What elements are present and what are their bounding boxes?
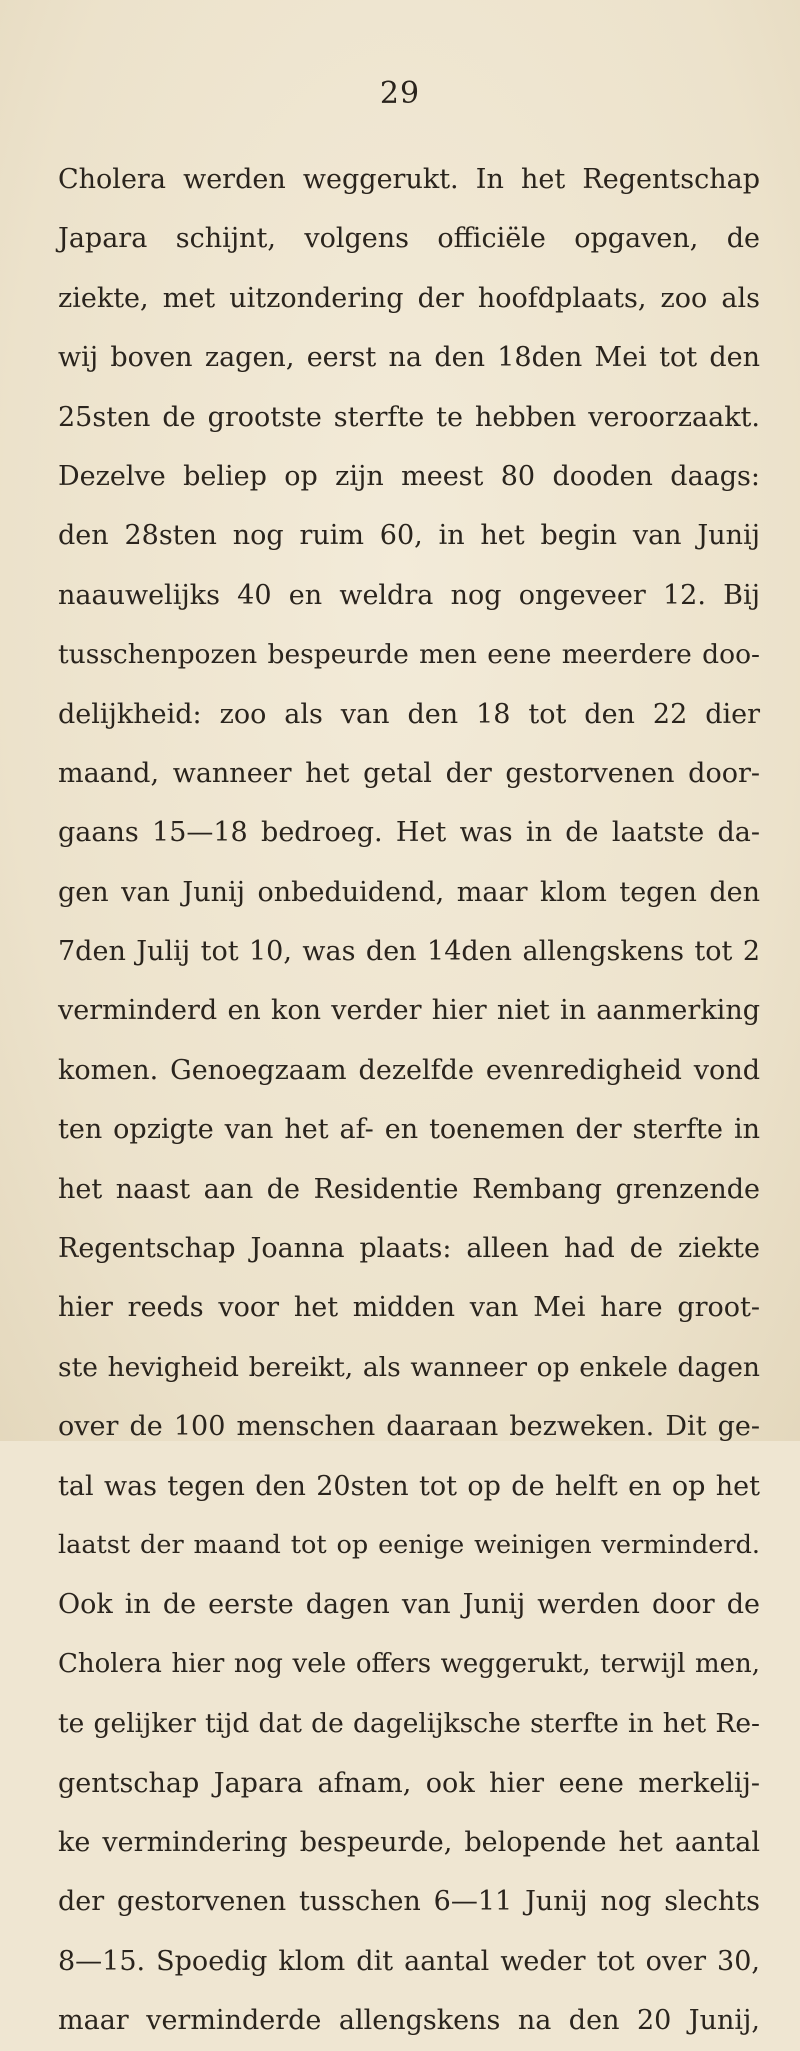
text-line: maand, wanneer het getal der gestorvenen door- [58,757,760,789]
text-line: der gestorvenen tusschen 6—11 Junij nog slechts [58,1886,760,1918]
text-line: ziekte, met uitzondering der hoofdplaats, zoo als [58,282,760,314]
text-line: het naast aan de Residentie Rembang grenzende [58,1173,760,1205]
text-line: ten opzigte van het af- en toenemen der sterfte in [58,1114,760,1146]
text-line: maar verminderde allengskens na den 20 Junij, [58,2005,760,2037]
text-line: hier reeds voor het midden van Mei hare groot- [58,1292,760,1324]
text-line: Japara schijnt, volgens officiële opgaven, de [58,223,760,255]
text-line: tal was tegen den 20sten tot op de helft en op het [58,1470,760,1502]
text-line: naauwelijks 40 en weldra nog ongeveer 12. Bij [58,579,760,611]
text-line: gentschap Japara afnam, ook hier eene merkelij- [58,1767,760,1799]
text-line: wij boven zagen, eerst na den 18den Mei tot den [58,342,760,374]
text-line: Regentschap Joanna plaats: alleen had de ziekte [58,1233,760,1265]
text-line: Cholera hier nog vele offers weggerukt, terwijl men, [58,1648,760,1679]
text-line: delijkheid: zoo als van den 18 tot den 22 dier [58,698,760,730]
text-line: te gelijker tijd dat de dagelijksche sterfte in het Re- [58,1708,760,1740]
text-line: komen. Genoegzaam dezelfde evenredigheid vond [58,1054,760,1086]
text-line: gen van Junij onbeduidend, maar klom tegen den [58,876,760,908]
text-line: over de 100 menschen daaraan bezweken. Dit ge- [58,1411,760,1443]
text-line: verminderd en kon verder hier niet in aanmerking [58,995,760,1027]
text-line: 7den Julij tot 10, was den 14den allengskens tot 2 [58,936,760,968]
text-line: gaans 15—18 bedroeg. Het was in de laatste da- [58,817,760,849]
text-line: Cholera werden weggerukt. In het Regentschap [58,164,760,195]
text-line: tusschenpozen bespeurde men eene meerdere doo- [58,639,760,671]
text-line: 25sten de grootste sterfte te hebben veroorzaakt. [58,401,760,433]
text-line: Dezelve beliep op zijn meest 80 dooden daags: [58,460,760,492]
text-line: den 28sten nog ruim 60, in het begin van Junij [58,520,760,552]
page-number: 29 [379,76,421,111]
text-line: ste hevigheid bereikt, als wanneer op enkele dagen [58,1351,760,1383]
text-line: Ook in de eerste dagen van Junij werden door de [58,1589,760,1621]
text-line: 8—15. Spoedig klom dit aantal weder tot over 30, [58,1945,760,1977]
text-line: ke vermindering bespeurde, belopende het aantal [58,1826,760,1858]
text-line: laatst der maand tot op eenige weinigen verminderd. [58,1529,760,1560]
body-text [58,150,760,2051]
